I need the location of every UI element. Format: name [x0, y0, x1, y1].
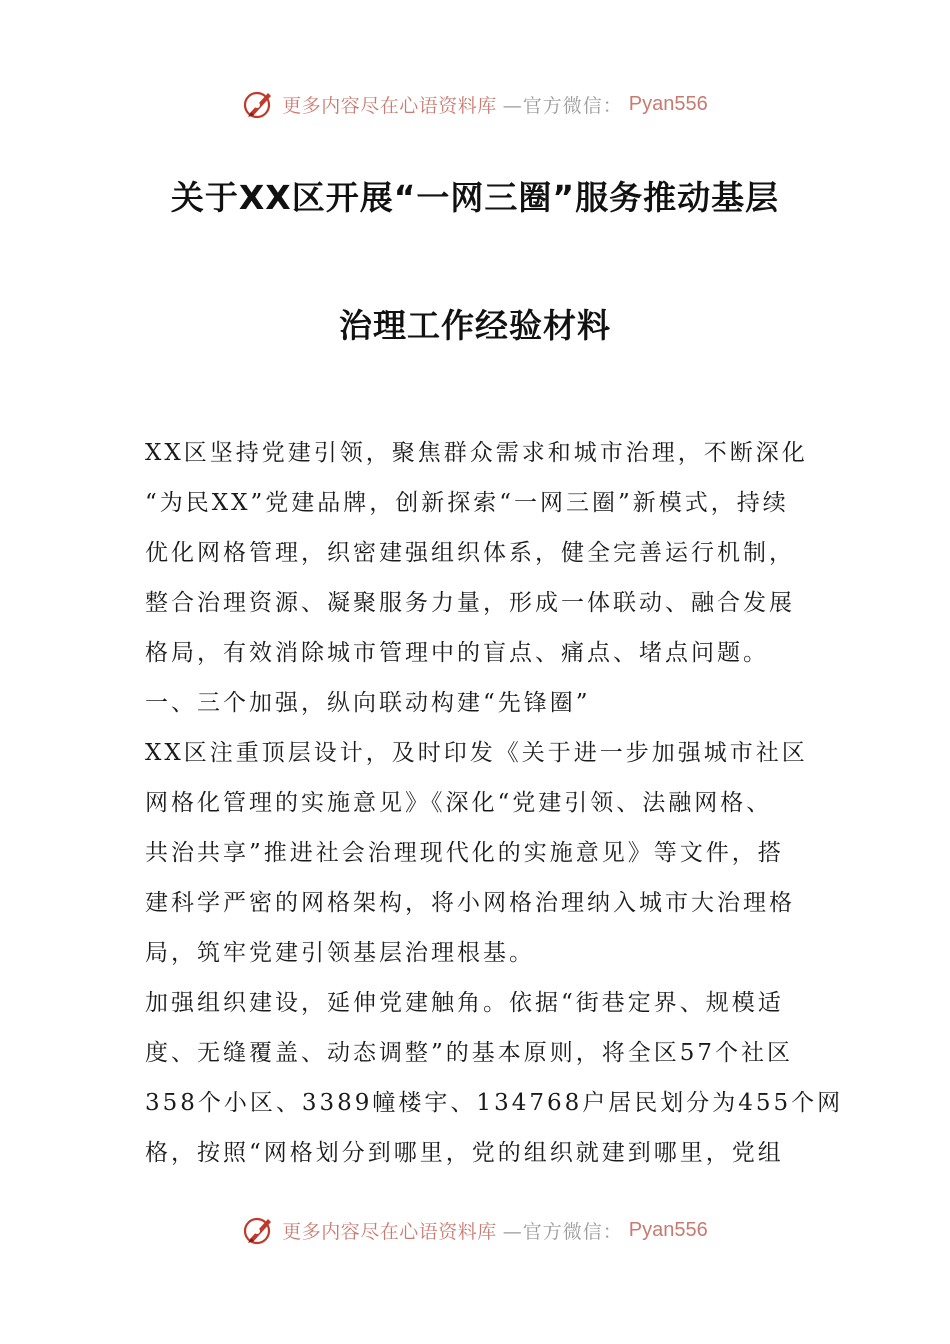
watermark-main-text: 更多内容尽在心语资料库 — [282, 1220, 497, 1243]
document-title-line-1: 关于XX区开展“一网三圈”服务推动基层 — [170, 178, 780, 217]
body-line: 优化网格管理，织密建强组织体系，健全完善运行机制， — [145, 540, 795, 566]
body-line: “为民XX”党建品牌，创新探索“一网三圈”新模式，持续 — [145, 490, 789, 516]
body-line: 358个小区、3389幢楼宇、134768户居民划分为455个网 — [145, 1090, 844, 1116]
footer-watermark — [0, 1210, 950, 1250]
watermark-main-text: 更多内容尽在心语资料库 — [282, 94, 497, 117]
document-title-line-2: 治理工作经验材料 — [339, 306, 611, 345]
watermark-sub-text: —官方微信： — [502, 94, 623, 117]
header-watermark — [0, 84, 950, 124]
body-line: 度、无缝覆盖、动态调整”的基本原则，将全区57个社区 — [145, 1040, 794, 1066]
body-line: 整合治理资源、凝聚服务力量，形成一体联动、融合发展 — [145, 590, 795, 616]
body-line: 共治共享”推进社会治理现代化的实施意见》等文件，搭 — [145, 840, 784, 866]
document-body — [145, 428, 844, 1178]
body-line: XX区坚持党建引领，聚焦群众需求和城市治理，不断深化 — [145, 440, 808, 466]
body-line: 格，按照“网格划分到哪里，党的组织就建到哪里，党组 — [145, 1140, 784, 1166]
watermark-id-text: Pyan556 — [628, 92, 708, 115]
section-heading: 一、三个加强，纵向联动构建“先锋圈” — [145, 690, 591, 716]
body-line: 建科学严密的网格架构，将小网格治理纳入城市大治理格 — [145, 890, 795, 916]
body-line: 加强组织建设，延伸党建触角。依据“街巷定界、规模适 — [145, 990, 784, 1016]
pen-logo-icon — [242, 87, 276, 121]
watermark-id-text: Pyan556 — [628, 1218, 708, 1241]
pen-logo-icon — [242, 1213, 276, 1247]
body-line: 网格化管理的实施意见》《深化“党建引领、法融网格、 — [145, 790, 773, 816]
body-line: 格局，有效消除城市管理中的盲点、痛点、堵点问题。 — [145, 640, 769, 666]
body-line: 局，筑牢党建引领基层治理根基。 — [145, 940, 535, 966]
watermark-sub-text: —官方微信： — [502, 1220, 623, 1243]
body-line: XX区注重顶层设计，及时印发《关于进一步加强城市社区 — [145, 740, 808, 766]
